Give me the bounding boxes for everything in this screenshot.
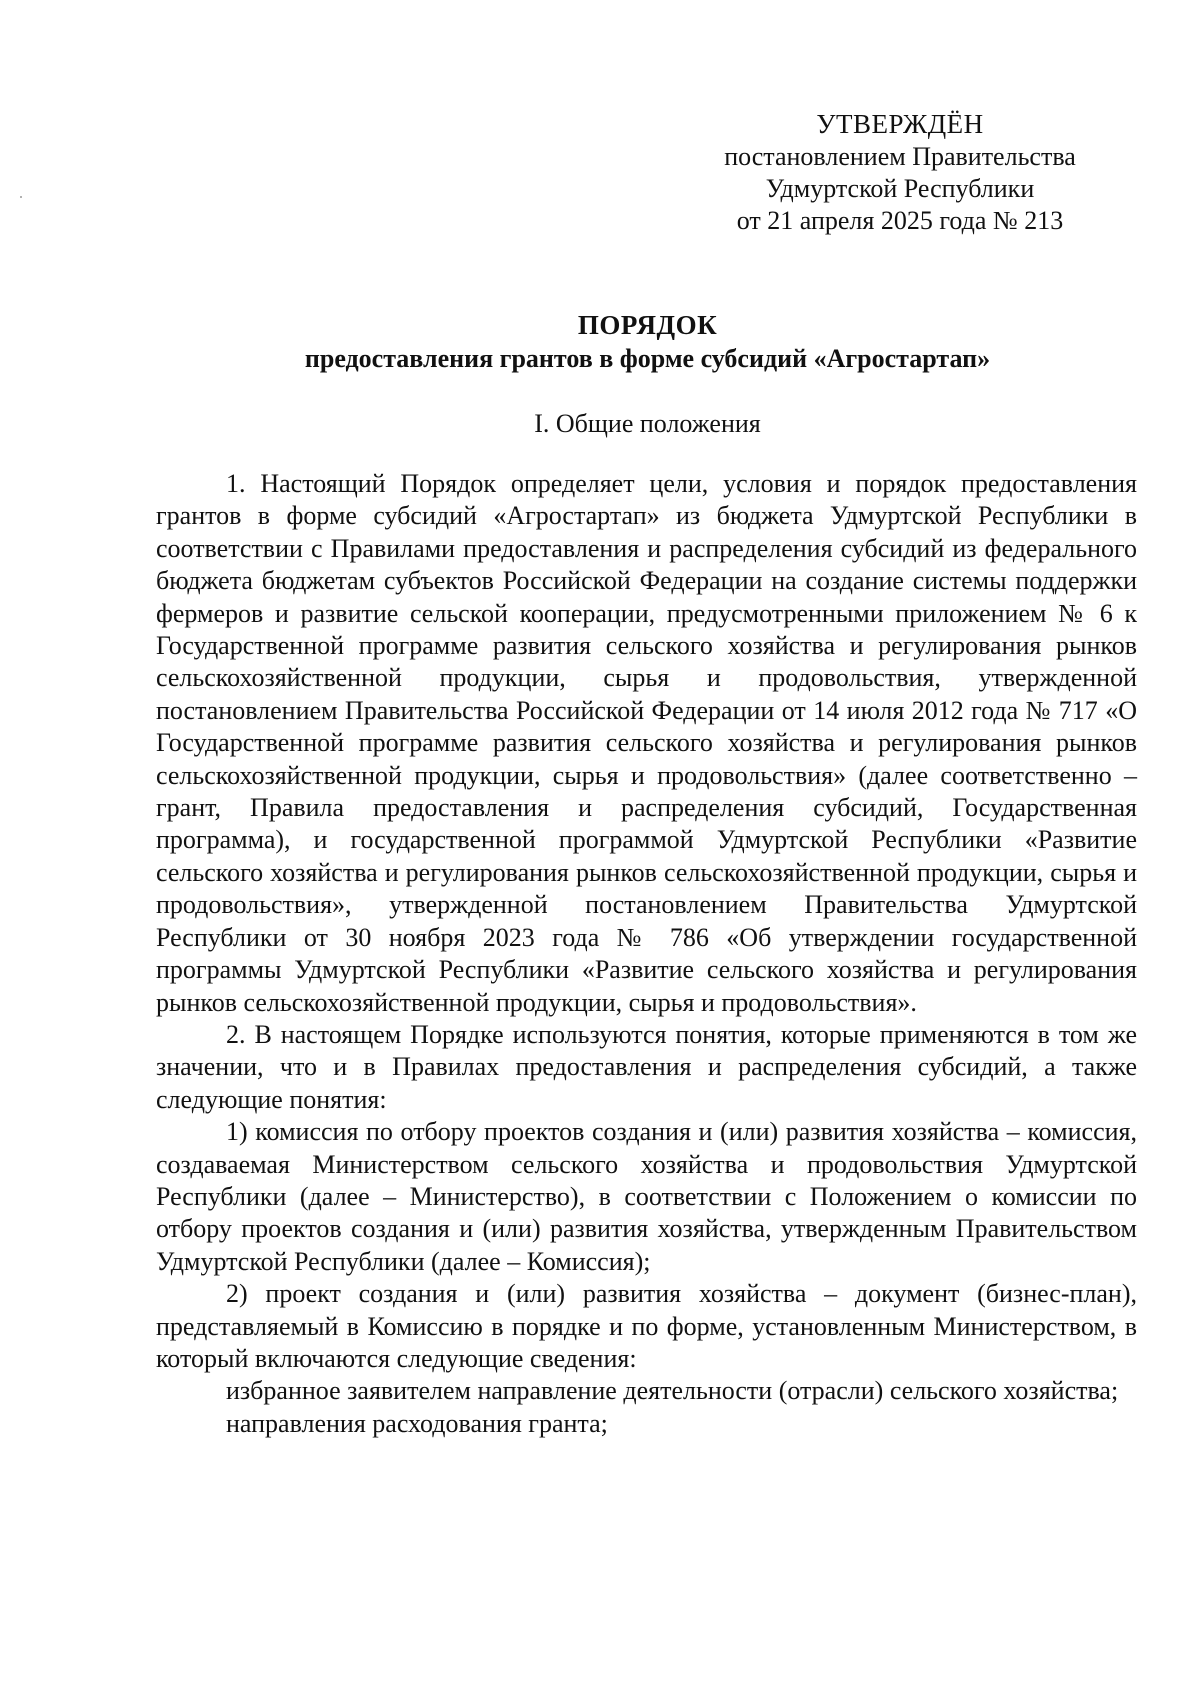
paragraph-2-item-2: 2) проект создания и (или) развития хозяйства – документ (бизнес-план), представляемый в Комиссию в порядке и по форме, установленным Министерством, в который включаются следующие сведения: [156, 1279, 1137, 1373]
section-heading: I. Общие положения [534, 409, 761, 438]
approval-block [690, 108, 1110, 237]
paragraph-1: 1. Настоящий Порядок определяет цели, условия и порядок предоставления грантов в форме субсидий «Агростартап» из бюджета Удмуртской Республики в соответствии с Правилами предоставления и распределения субсидий из федерального бюджета бюджетам субъектов Российской Федерации на создание системы поддержки фермеров и развитие сельской кооперации, предусмотренными приложением № 6 к Государственной программе развития сельского хозяйства и регулирования рынков сельскохозяйственной продукции, сырья и продовольствия, утвержденной постановлением Правительства Российской Федерации от 14 июля 2012 года № 717 «О Государственной программе развития сельского хозяйства и регулирования рынков сельскохозяйственной продукции, сырья и продовольствия» (далее соответственно – грант, Правила предоставления и распределения субсидий, Государственная программа), и государственной программой Удмуртской Республики «Развитие сельского хозяйства и регулирования рынков сельскохозяйственной продукции, сырья и продовольствия», утвержденной постановлением Правительства Удмуртской Республики от 30 ноября 2023 года № 786 «Об утверждении государственной программы Удмуртской Республики «Развитие сельского хозяйства и регулирования рынков сельскохозяйственной продукции, сырья и продовольствия». [156, 469, 1137, 1017]
paragraph-2: 2. В настоящем Порядке используются понятия, которые применяются в том же значении, что и в Правилах предоставления и распределения субсидий, а также следующие понятия: [156, 1019, 1137, 1114]
document-title: ПОРЯДОК [577, 310, 718, 340]
title-block [155, 308, 1140, 376]
paragraph-2-item-1: 1) комиссия по отбору проектов создания и (или) развития хозяйства – комиссия, создаваемая Министерством сельского хозяйства и продовольствия Удмуртской Республики (далее – Министерство), в соответствии с Положением о комиссии по отбору проектов создания и (или) развития хозяйства, утвержденным Правительством Удмуртской Республики (далее – Комиссия); [156, 1117, 1137, 1276]
document-subtitle: предоставления грантов в форме субсидий «Агростартап» [304, 344, 991, 373]
approval-stamp: УТВЕРЖДЁН [816, 109, 984, 139]
paragraph-2-item-2-detail-2: направления расходования гранта; [226, 1408, 608, 1438]
approval-line-3: от 21 апреля 2025 года № 213 [736, 206, 1064, 235]
document-body [156, 468, 1137, 1440]
scan-speck [20, 196, 22, 198]
paragraph-2-item-2-detail-1: избранное заявителем направление деятельности (отрасли) сельского хозяйства; [226, 1376, 1119, 1406]
approval-line-2: Удмуртской Республики [765, 174, 1035, 203]
approval-line-1: постановлением Правительства [724, 142, 1076, 171]
